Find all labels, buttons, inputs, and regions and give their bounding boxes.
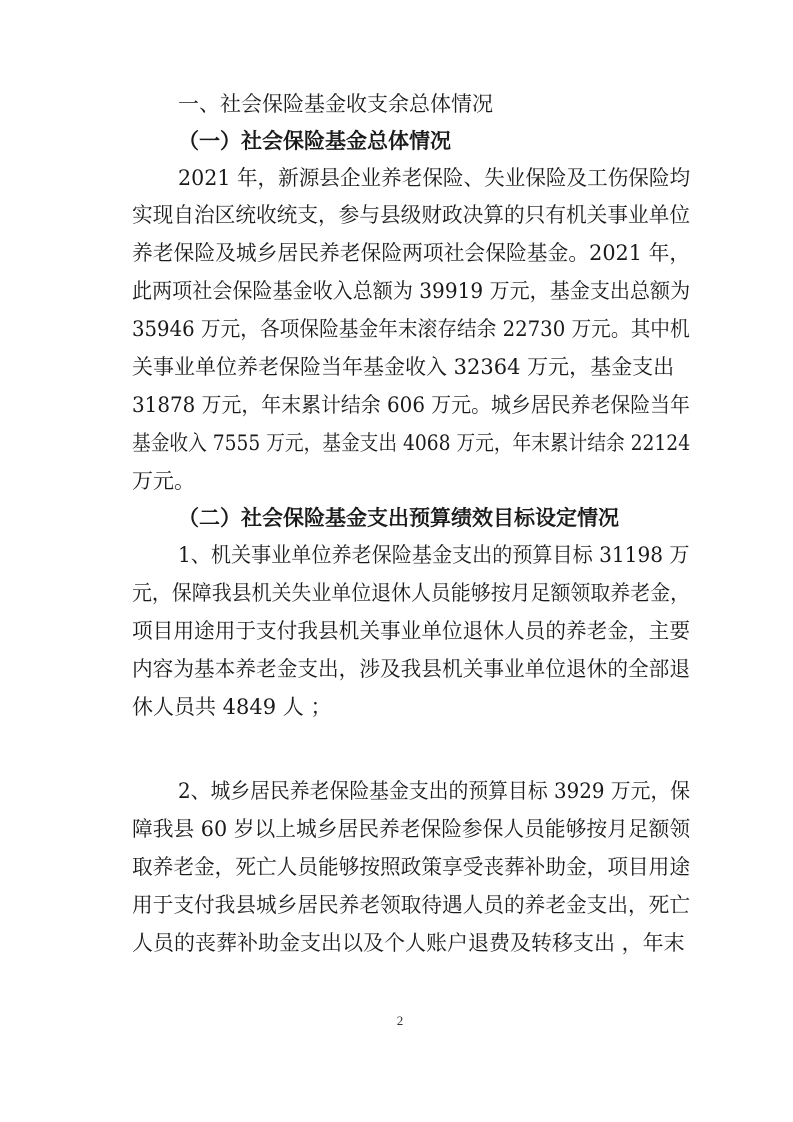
- paragraph-3-line-3: 取养老金，死亡人员能够按照政策享受丧葬补助金，项目用途: [132, 855, 690, 879]
- paragraph-1-line-4: 此两项社会保险基金收入总额为 39919 万元，基金支出总额为: [132, 279, 691, 303]
- subsection-title-2: （二）社会保险基金支出预算绩效目标设定情况: [178, 506, 619, 530]
- paragraph-1-line-3: 养老保险及城乡居民养老保险两项社会保险基金。2021 年，: [132, 241, 691, 265]
- paragraph-3-line-4: 用于支付我县城乡居民养老领取待遇人员的养老金支出，死亡: [132, 893, 690, 917]
- paragraph-3-line-2: 障我县 60 岁以上城乡居民养老保险参保人员能够按月足额领: [132, 817, 691, 841]
- paragraph-2-line-3: 项目用途用于支付我县机关事业单位退休人员的养老金，主要: [132, 619, 690, 643]
- paragraph-2-line-1: 1、机关事业单位养老保险基金支出的预算目标 31198 万: [178, 543, 690, 567]
- paragraph-2-line-5: 休人员共 4849 人 ；: [132, 695, 332, 719]
- paragraph-1-line-5: 35946 万元，各项保险基金年末滚存结余 22730 万元。其中机: [132, 317, 690, 341]
- section-title: 一、社会保险基金收支余总体情况: [178, 92, 493, 116]
- paragraph-1-line-8: 基金收入 7555 万元，基金支出 4068 万元，年末累计结余 22124: [132, 431, 691, 455]
- paragraph-1-line-7: 31878 万元，年末累计结余 606 万元。城乡居民养老保险当年: [132, 393, 690, 417]
- paragraph-1-line-1: 2021 年，新源县企业养老保险、失业保险及工伤保险均: [178, 166, 691, 190]
- subsection-title-1: （一）社会保险基金总体情况: [178, 129, 451, 153]
- paragraph-1-line-2: 实现自治区统收统支，参与县级财政决算的只有机关事业单位: [132, 203, 690, 227]
- page-number: 2: [396, 1013, 404, 1028]
- paragraph-3-line-5: 人员的丧葬补助金支出以及个人账户退费及转移支出 ，年末: [132, 931, 685, 955]
- paragraph-1-line-6: 关事业单位养老保险当年基金收入 32364 万元，基金支出: [132, 355, 675, 379]
- paragraph-1-line-9: 万元。: [132, 469, 195, 493]
- paragraph-2-line-2: 元，保障我县机关失业单位退休人员能够按月足额领取养老金，: [132, 581, 691, 605]
- paragraph-2-line-4: 内容为基本养老金支出，涉及我县机关事业单位退休的全部退: [132, 657, 690, 681]
- paragraph-3-line-1: 2、城乡居民养老保险基金支出的预算目标 3929 万元，保: [178, 779, 691, 803]
